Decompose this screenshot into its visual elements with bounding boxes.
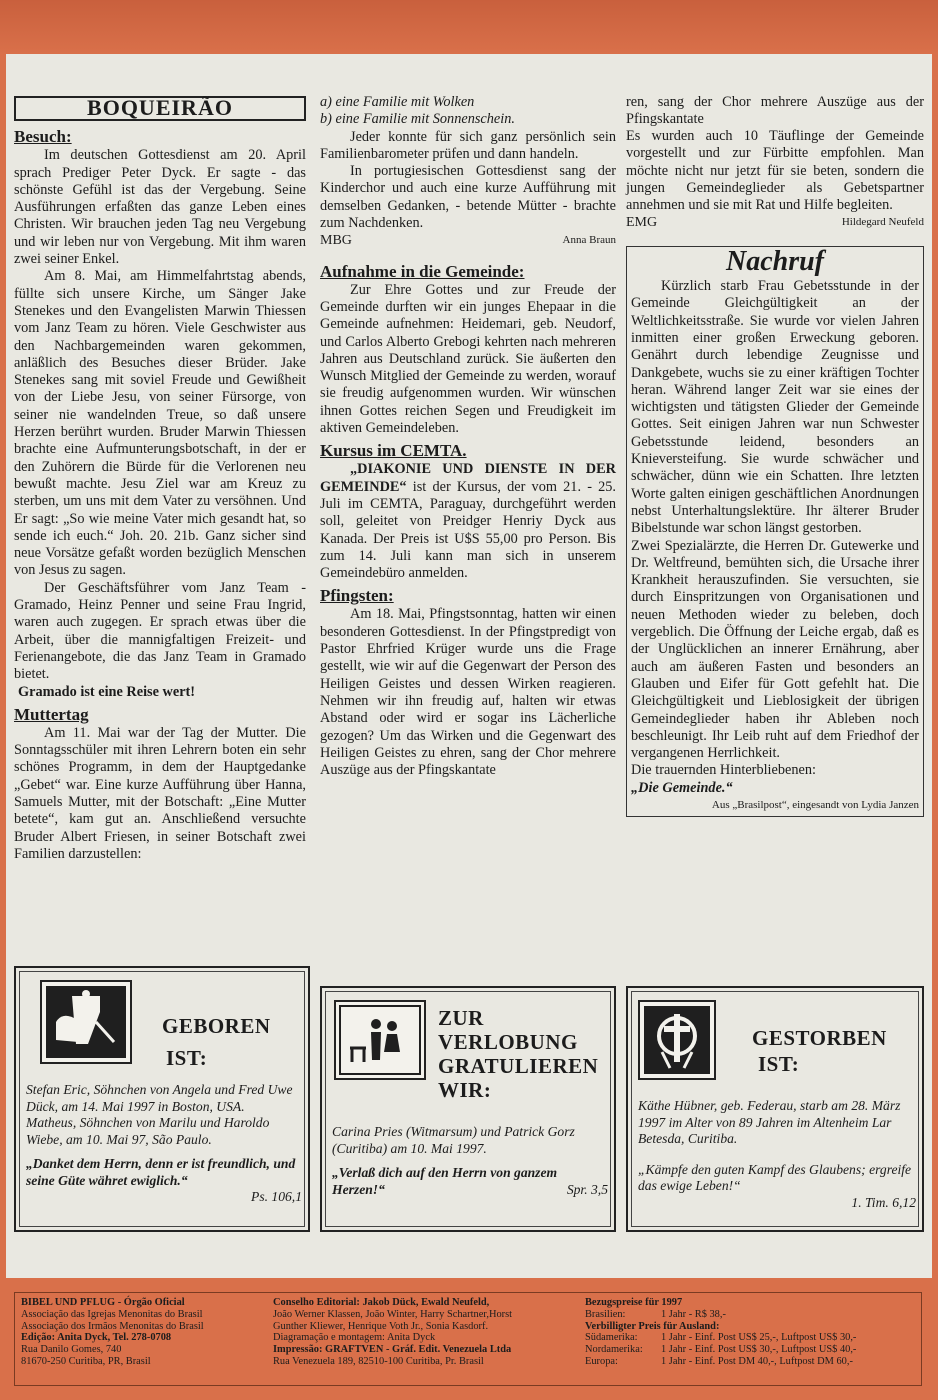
geboren-box <box>14 966 310 1232</box>
column-1 <box>14 94 306 862</box>
verlobung-box-inner <box>325 991 611 1227</box>
baby-cradle-icon <box>40 980 132 1064</box>
geboren-title <box>162 1014 271 1070</box>
pfingsten-paragraph-1: Am 18. Mai, Pfingstsonntag, hatten wir einen besonderen Gottesdienst. In der Pfingstpredigt von Pastor Ehrfried Krüger wurde uns die Frage gestellt, wie wir auf die Gegenwart der Person des Heiligen Geistes und dessen Wirken reagieren. Nehmen wir ihn freudig auf, halten wir etwas Abstand oder wird er sogar ins Lächerliche gezogen? Um das Wirken und die Gegenwart des Heiligen Geistes zu ehren, sang der Chor mehrere Auszüge aus der Pfingskantate <box>320 606 616 779</box>
kursus-heading: Kursus im CEMTA. <box>320 441 467 461</box>
muttertag-list-b: b) eine Familie mit Sonnenschein. <box>320 111 515 128</box>
footer-editorial <box>273 1297 583 1368</box>
besuch-heading: Besuch: <box>14 127 72 147</box>
pfingsten-signature <box>626 214 924 231</box>
footer-price-nordamerika <box>585 1344 921 1356</box>
besuch-paragraph-2: Am 8. Mai, am Himmelfahrtstag abends, füllte sich unsere Kirche, um Sänger Jake Stenekes und den Evangelisten Marwin Thiessen vom Janz Team zu hören. Viele Geschwister aus den Nachbargemeinden waren gekommen, anläßlich des Besuches dieser Brüder. Jake Stenekes sang mit soviel Freude und Gewißheit von der Liebe Jesu, von seiner Fürsorge, von seiner nie wandelnden Treue, so daß unsere Herzen berührt wurden. Bruder Marwin Thiessen brachte eine Aufmunterungsbotschaft, in der er den Zuhörern die Bürde für die Verlorenen neu bewußt machte. Jesu Ziel war am Kreuz zu sterben, um uns mit dem Vater zu versöhnen. Und Er sagt: „So wie meine Vater mich gesandt hat, so sende ich euch.“ Joh. 20. 21b. Ganz sicher sind neue Vorsätze gefaßt worden bezüglich Menschen von Jesus zu sagen. <box>14 268 306 579</box>
verlobung-title-line-2: VERLOBUNG <box>438 1030 578 1054</box>
besuch-tagline: Gramado ist eine Reise wert! <box>18 683 196 700</box>
verlobung-title-line-3: GRATULIEREN <box>438 1054 599 1078</box>
verlobung-quote: „Verlaß dich auf den Herrn von ganzem Herzen!“ <box>332 1165 558 1197</box>
nachruf-source: Aus „Brasilpost“, eingesandt von Lydia Janzen <box>711 798 919 811</box>
geboren-title-line-2: IST: <box>166 1046 208 1070</box>
footer-price-europa <box>585 1356 921 1368</box>
price-value: 1 Jahr - Einf. Post US$ 25,-, Luftpost US$ 30,- <box>661 1332 857 1344</box>
engaged-couple-icon <box>334 1000 426 1080</box>
gestorben-entry-1: Käthe Hübner, geb. Federau, starb am 28. März 1997 im Alter von 89 Jahren im Altenheim Lar Betesda, Curitiba. <box>638 1098 901 1146</box>
price-label: Brasilien: <box>585 1308 626 1320</box>
besuch-paragraph-1: Im deutschen Gottesdienst am 20. April sprach Prediger Peter Dyck. Er sagte - das schönste Gefühl ist das der Vergebung. Seine Ausführungen erfaßten das ganze Leben eines Christen. Wir brauchen jeden Tag neu Vergebung und wir leben nur von Vergebung. Mit ihm waren zwei seiner Enkel. <box>14 147 306 268</box>
nachruf-paragraph-2: Zwei Spezialärzte, die Herren Dr. Gutewerke und Dr. Weltfreund, bemühten sich, die Ursache ihrer Krankheit herauszufinden. Sie versuchten, sie durch Einspritzungen von Organisationen und neuen Methoden wieder zu beleben, doch vergeblich. Die Öffnung der Leiche ergab, daß es der Unglücklichen an innerer Ernährung, aber auch am äußeren Fasten und besonders an Glauben und Eifer für Gott gefehlt hat. Die Gleichgültigkeit und Lieblosigkeit der übrigen Gemeindeglieder haben ihr Ableben noch beschleunigt. Ihr Leib ruht auf dem Friedhof der vergangenen Herrlichkeit. <box>631 537 919 762</box>
geboren-ref: Ps. 106,1 <box>251 1189 302 1204</box>
besuch-paragraph-3: Der Geschäftsführer vom Janz Team - Gramado, Heinz Penner und seine Frau Ingrid, waren auch zugegen. Er sprach etwas über die Arbeit, über die mannigfaltigen Freizeit- und Ferienangebote, die das Janz Team in Gramado bietet. <box>14 579 306 683</box>
muttertag-list-a: a) eine Familie mit Wolken <box>320 94 475 110</box>
kursus-course-title: „DIAKONIE UND DIENSTE IN DER GEMEINDE“ <box>320 461 616 495</box>
section-title: BOQUEIRÃO <box>14 96 306 121</box>
footer-ed-line-5: Impressão: GRAFTVEN - Gráf. Edit. Venezuela Ltda <box>273 1344 512 1356</box>
muttertag-paragraph-1: Am 11. Mai war der Tag der Mutter. Die Sonntagsschüler mit ihren Lehrern boten ein sehr schönes Programm, in dem der Hauptgedanke „Gebet“ war. Eine kurze Aufführung über Hanna, Samuels Mutter, mit der Botschaft: „Eine Mutter betete“, kam gut an. Anschließend versuchte Bruder Albert Friesen, in seiner Botschaft zwei Familien darzustellen: <box>14 724 306 862</box>
column-2 <box>320 94 616 780</box>
geboren-quote: „Danket dem Herrn, denn er ist freundlich, und seine Güte währet ewiglich.“ <box>26 1156 296 1188</box>
muttertag-signature <box>320 232 616 249</box>
top-page-strip <box>0 0 938 54</box>
nachruf-heading: Nachruf <box>725 245 824 277</box>
muttertag-heading: Muttertag <box>14 704 89 724</box>
footer-ed-line-4: Diagramação e montagem: Anita Dyck <box>273 1332 436 1344</box>
geboren-entry-2: Matheus, Söhnchen von Marilu und Haroldo Wiebe, am 10. Mai 97, São Paulo. <box>26 1115 270 1147</box>
gestorben-ref: 1. Tim. 6,12 <box>851 1194 916 1210</box>
footer-price-suedamerika <box>585 1332 921 1344</box>
footer-ed-line-6: Rua Venezuela 189, 82510-100 Curitiba, Pr. Brasil <box>273 1355 484 1367</box>
gestorben-text <box>638 1098 916 1211</box>
price-value: 1 Jahr - Einf. Post DM 40,-, Luftpost DM 60,- <box>661 1355 853 1367</box>
footer-ed-line-3: Gunther Kliewer, Henrique Voth Jr., Sonia Kasdorf. <box>273 1320 489 1332</box>
pfingsten-heading: Pfingsten: <box>320 586 394 606</box>
geboren-box-inner <box>19 971 305 1227</box>
footer-pub-line-3: Associação dos Irmãos Menonitas do Brasil <box>21 1320 204 1332</box>
price-value: 1 Jahr - Einf. Post US$ 30,-, Luftpost US$ 40,- <box>661 1344 857 1356</box>
aufnahme-heading: Aufnahme in die Gemeinde: <box>320 261 525 281</box>
verlobung-title-line-4: WIR: <box>438 1078 492 1102</box>
column-3 <box>626 94 924 817</box>
pfingsten-paragraph-2: Es wurden auch 10 Täuflinge der Gemeinde vorgestellt und zur Fürbitte empfohlen. Man möchte nicht nur jetzt für sie beten, sondern die jungen Gemeindeglieder als Gebetspartner annehmen und sie mit Rat und Hilfe begleiten. <box>626 128 924 214</box>
footer-pub-line-6: 81670-250 Curitiba, PR, Brasil <box>21 1355 151 1367</box>
kursus-paragraph <box>320 461 616 582</box>
aufnahme-paragraph: Zur Ehre Gottes und zur Freude der Gemeinde durften wir ein junges Ehepaar in die Gemeinde aufnehmen: Heidemari, geb. Neudorf, und Carlos Alberto Grebogi kehrten nach mehreren Jahren aus Deutschland zurück. Sie äußerten den Wunsch Mitglied der Gemeinde zu werden, worauf sie freudig aufgenommen wurden. Wir wünschen ihnen Gottes reichen Segen und Freudigkeit im aktiven Gemeindeleben. <box>320 281 616 437</box>
muttertag-sig-right: Anna Braun <box>562 234 616 247</box>
pfingsten-sig-left: EMG <box>626 215 658 231</box>
gestorben-title-line-1: GESTORBEN <box>752 1026 887 1050</box>
geboren-entry-1: Stefan Eric, Söhnchen von Angela und Fred Uwe Dück, am 14. Mai 1997 in Boston, USA. <box>26 1082 293 1114</box>
muttertag-paragraph-2: Jeder konnte für sich ganz persönlich sein Familienbarometer prüfen und dann handeln. <box>320 128 616 162</box>
price-label: Südamerika: <box>585 1332 638 1344</box>
gestorben-box <box>626 986 924 1232</box>
footer-pub-line-4: Edição: Anita Dyck, Tel. 278-0708 <box>21 1332 172 1344</box>
verlobung-title <box>438 1006 598 1102</box>
price-value: 1 Jahr - R$ 38,- <box>661 1308 726 1320</box>
footer-price-brasil <box>585 1309 921 1321</box>
geboren-title-line-1: GEBOREN <box>162 1014 271 1038</box>
verlobung-box <box>320 986 616 1232</box>
footer-prices <box>585 1297 921 1368</box>
verlobung-ref: Spr. 3,5 <box>566 1182 608 1197</box>
footer-ed-line-2: João Werner Klassen, João Winter, Harry Schartner,Horst <box>273 1308 513 1320</box>
pfingsten-paragraph-1-cont: ren, sang der Chor mehrere Auszüge aus der Pfingskantate <box>626 94 924 128</box>
masthead-footer <box>14 1292 922 1386</box>
nachruf-paragraph-1: Kürzlich starb Frau Gebetsstunde in der Gemeinde Gleichgültigkeit an der Weltlichkeitsstraße. Sie wurde vor vielen Jahren inmitten einer großen Erweckung geboren. Genährt durch lebendige Zeugnisse und Dankgebete, wuchs sie zu einer kräftigen Tochter heran. Während langer Zeit war sie eines der wichtigsten und tätigsten Glieder der Gemeinde Gottes. Seit einigen Jahren war nun Schwester Gebetsstunde leidend, besonders an Knieversteifung. Sie wurde schwächer und schwächer, dünn wie ein Schatten. Ihre letzten Worte galten einigen geschäftlichen Anordnungen nebst Unterhaltungslektüre. Ihr älterer Bruder Bibelstunde war schon längst gestorben. <box>631 278 919 537</box>
newsletter-page <box>6 54 932 1278</box>
footer-ed-line-1: Conselho Editorial: Jakob Dück, Ewald Neufeld, <box>273 1297 490 1308</box>
footer-pub-line-1: BIBEL UND PFLUG - Órgão Oficial <box>21 1297 185 1308</box>
gestorben-box-inner <box>631 991 919 1227</box>
pfingsten-sig-right: Hildegard Neufeld <box>841 216 924 229</box>
geboren-text <box>26 1082 302 1206</box>
gestorben-quote: „Kämpfe den guten Kampf des Glaubens; ergreife das ewige Leben!“ <box>638 1161 912 1193</box>
gestorben-title-line-2: IST: <box>758 1052 800 1076</box>
muttertag-sig-left: MBG <box>320 233 352 249</box>
price-label: Europa: <box>585 1355 618 1367</box>
muttertag-paragraph-3: In portugiesischen Gottesdienst sang der Kinderchor und auch eine kurze Aufführung mit demselben Gedanken, - betende Mütter - brachte zum Nachdenken. <box>320 163 616 232</box>
footer-price-ausland: Verbilligter Preis für Ausland: <box>585 1320 720 1332</box>
verlobung-title-line-1: ZUR <box>438 1006 484 1030</box>
footer-pub-line-5: Rua Danilo Gomes, 740 <box>21 1344 122 1356</box>
cross-wreath-icon <box>638 1000 716 1080</box>
footer-pub-line-2: Associação das Igrejas Menonitas do Brasil <box>21 1308 203 1320</box>
price-label: Nordamerika: <box>585 1344 643 1356</box>
nachruf-signature: „Die Gemeinde.“ <box>631 779 733 796</box>
footer-price-title: Bezugspreise für 1997 <box>585 1297 683 1308</box>
nachruf-paragraph-3: Die trauernden Hinterbliebenen: <box>631 762 816 779</box>
footer-publisher <box>21 1297 271 1368</box>
kursus-paragraph-rest: ist der Kursus, der vom 21. - 25. Juli im CEMTA, Paraguay, durchgeführt werden soll, geleitet von Preidger Henriy Dyck aus Kanada. Der Preis ist U$S 55,00 pro Person. Bis zum 14. Juli kann man sich in unserem Gemeindebüro anmelden. <box>320 478 616 582</box>
gestorben-title <box>752 1026 887 1076</box>
verlobung-entry-1: Carina Pries (Witmarsum) und Patrick Gorz (Curitiba) am 10. Mai 1997. <box>332 1124 575 1156</box>
nachruf-box <box>626 246 924 818</box>
verlobung-text <box>332 1124 608 1199</box>
